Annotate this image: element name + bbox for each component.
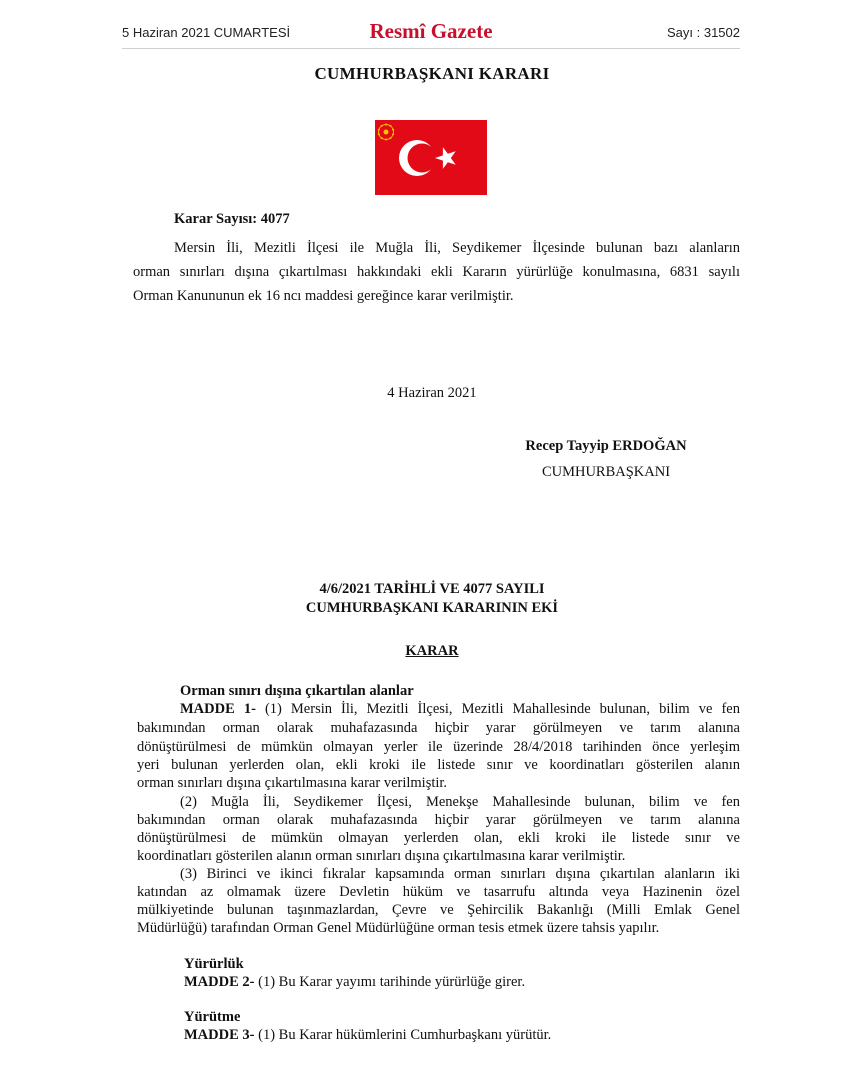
- gazette-header: [122, 19, 740, 49]
- turkish-flag-icon: [375, 120, 487, 195]
- preamble-line-3: Orman Kanununun ek 16 ncı maddesi gereğince karar verilmiştir.: [133, 288, 514, 304]
- section-1-title: Orman sınırı dışına çıkartılan alanlar: [180, 683, 414, 699]
- article-2-label: MADDE 2-: [184, 974, 255, 990]
- article-3-label: MADDE 3-: [184, 1027, 255, 1043]
- article-2: MADDE 2- (1) Bu Karar yayımı tarihinde yürürlüğe girer.: [184, 974, 526, 990]
- signer-title: CUMHURBAŞKANI: [541, 464, 671, 480]
- article-line: yeri bulunan yerlerden olan, ekli kroki ile listede sınır ve koordinatları gösterilen alanın: [137, 757, 740, 773]
- header-date: 5 Haziran 2021 CUMARTESİ: [122, 25, 291, 40]
- section-2-title: Yürürlük: [184, 956, 244, 972]
- article-line: bakımından orman olarak muhafazasında hiçbir yarar görülmeyen ve tarım alanına: [137, 812, 740, 828]
- issue-number: Sayı : 31502: [667, 25, 740, 40]
- article-line: koordinatları gösterilen alanın orman sınırları dışına çıkartılmasına karar verilmiştir.: [137, 848, 626, 864]
- karar-heading: KARAR: [405, 643, 459, 659]
- article-line: orman sınırları dışına çıkartılmasına karar verilmiştir.: [137, 775, 448, 791]
- article-line: (2) Muğla İli, Seydikemer İlçesi, Menekşe Mahallesinde bulunan, bilim ve fen: [180, 794, 740, 810]
- article-line: katından az olmamak üzere Devletin hüküm ve tasarrufu altında veya Hazinenin özel: [137, 884, 740, 900]
- article-1-label: MADDE 1-: [180, 701, 256, 717]
- article-line: bakımından orman olarak muhafazasında hiçbir yarar görülmeyen ve tarım alanına: [137, 720, 740, 736]
- annex-heading-2: CUMHURBAŞKANI KARARININ EKİ: [305, 600, 559, 616]
- article-line: Müdürlüğü) tarafından Orman Genel Müdürlüğüne orman tesis etmek üzere tahsis yapılır.: [137, 920, 660, 936]
- annex-heading-1: 4/6/2021 TARİHLİ VE 4077 SAYILI: [319, 581, 545, 597]
- section-3-title: Yürütme: [184, 1009, 241, 1025]
- page-title: CUMHURBAŞKANI KARARI: [314, 64, 550, 83]
- article-line: (3) Birinci ve ikinci fıkralar kapsamında orman sınırları dışına çıkartılan alanların iki: [180, 866, 740, 882]
- signer-name: Recep Tayyip ERDOĞAN: [525, 438, 687, 454]
- preamble-line-2: orman sınırları dışına çıkartılması hakkındaki ekli Kararın yürürlüğe konulmasına, 6831 sayılı: [133, 264, 740, 280]
- article-line: dönüştürülmesi de mümkün olmayan yerlerden olan, ekli kroki ile listede sınır ve: [137, 830, 740, 846]
- article-1-line-1: MADDE 1- (1) Mersin İli, Mezitli İlçesi, Mezitli Mahallesinde bulunan, bilim ve fen: [180, 701, 740, 717]
- preamble-line-1: Mersin İli, Mezitli İlçesi ile Muğla İli, Seydikemer İlçesinde bulunan bazı alanların: [174, 240, 740, 256]
- decision-number: Karar Sayısı: 4077: [174, 211, 290, 227]
- article-line: dönüştürülmesi de mümkün olmayan yerler ile üzerinde 28/4/2018 tarihinden önce yerleşim: [137, 739, 740, 755]
- decision-date: 4 Haziran 2021: [387, 385, 477, 401]
- article-3: MADDE 3- (1) Bu Karar hükümlerini Cumhurbaşkanı yürütür.: [184, 1027, 552, 1043]
- gazette-title: Resmî Gazete: [369, 19, 493, 43]
- article-line: mülkiyetinde bulunan taşınmazlardan, Çevre ve Şehircilik Bakanlığı (Milli Emlak Genel: [137, 902, 740, 918]
